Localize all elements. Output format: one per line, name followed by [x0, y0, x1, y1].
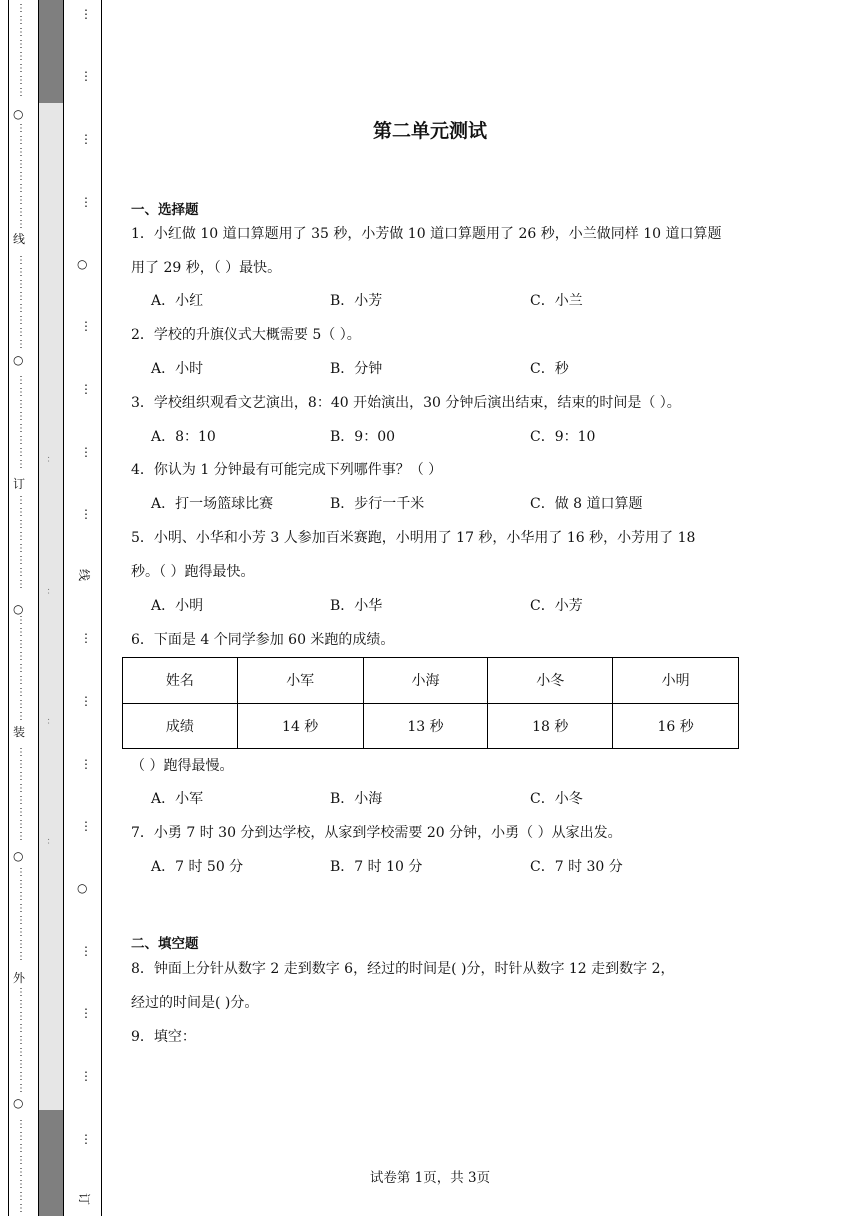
option-b: B．分钟	[330, 361, 383, 377]
binding-dot: ⋮	[16, 699, 26, 710]
binding-dot: ⋮	[16, 279, 26, 290]
option-c: C．9：10	[530, 429, 596, 445]
binding-dot: ⋮	[16, 1155, 26, 1166]
binding-dot: ⋮	[80, 319, 92, 333]
binding-dot: ⋮	[16, 807, 26, 818]
binding-dot: ⋮	[80, 69, 92, 83]
binding-dot: ⋮	[16, 195, 26, 206]
binding-dot: ⋮	[16, 399, 26, 410]
inner-binding-margin	[64, 0, 102, 1216]
option-b: B．步行一千米	[330, 496, 425, 512]
question-9-line-1: 9．填空：	[131, 1029, 196, 1045]
option-b: B．小海	[330, 791, 383, 807]
binding-dot: ⋮	[16, 39, 26, 50]
option-a: A．小明	[151, 598, 204, 614]
binding-dot: ⋮	[16, 267, 26, 278]
binding-dot: ⋮	[16, 795, 26, 806]
binding-circle: ○	[77, 257, 88, 271]
table-header-cell: 小明	[613, 658, 739, 704]
binding-circle: ○	[13, 107, 24, 121]
table-cell: 13 秒	[363, 703, 488, 749]
binding-dot: ⋮	[16, 1083, 26, 1094]
binding-dot: ⋮	[16, 1131, 26, 1142]
binding-circle: ○	[77, 881, 88, 895]
option-c: C．秒	[530, 361, 569, 377]
binding-dot: ⋮	[16, 819, 26, 830]
option-a: A．小红	[151, 293, 204, 309]
binding-label: 订	[77, 1192, 92, 1206]
binding-dot: ⋮	[16, 1191, 26, 1202]
question-5-line-1: 5．小明、小华和小芳 3 人参加百米赛跑，小明用了 17 秒，小华用了 16 秒，小芳用了 18	[131, 530, 696, 546]
binding-dot: ⋮	[80, 757, 92, 771]
question-8-line-1: 8．钟面上分针从数字 2 走到数字 6，经过的时间是( )分，时针从数字 12 走到数字 2，	[131, 961, 675, 977]
binding-dot: ⋮	[80, 1069, 92, 1083]
binding-label: 线	[77, 568, 92, 582]
binding-dot: ⋮	[16, 447, 26, 458]
binding-dot: ⋮	[16, 375, 26, 386]
binding-dot: ⋮	[16, 339, 26, 350]
question-6-after-table: （ ）跑得最慢。	[131, 758, 234, 774]
binding-label: 外	[13, 971, 26, 985]
binding-dot: ⋮	[16, 519, 26, 530]
binding-dot: ⋮	[16, 1167, 26, 1178]
binding-dot: ⋮	[80, 694, 92, 708]
binding-circle: ○	[13, 602, 24, 616]
binding-dot: ⋮	[16, 327, 26, 338]
table-header-cell: 小军	[237, 658, 363, 704]
binding-dot: ⋮	[16, 75, 26, 86]
binding-dot: ⋮	[16, 495, 26, 506]
binding-dot: ⋮	[16, 1035, 26, 1046]
option-b: B．小华	[330, 598, 383, 614]
binding-dot: ⋮	[16, 147, 26, 158]
table-header-cell: 小海	[363, 658, 488, 704]
binding-dot: ⋮	[16, 255, 26, 266]
binding-dot: ⋮	[16, 159, 26, 170]
binding-dot: ⋮	[80, 195, 92, 209]
option-a: A．小军	[151, 791, 204, 807]
binding-dot: ⋮	[16, 627, 26, 638]
binding-dot: ⋮	[16, 555, 26, 566]
binding-dot: ⋮	[16, 987, 26, 998]
question-4-line-1: 4．你认为 1 分钟最有可能完成下列哪件事？（ ）	[131, 462, 443, 478]
binding-dot: ⋮	[80, 819, 92, 833]
binding-dot: ⋮	[80, 1006, 92, 1020]
binding-dot: ⋮	[16, 135, 26, 146]
binding-dot: ⋮	[16, 423, 26, 434]
binding-dot: ⋮	[16, 387, 26, 398]
binding-dot: ⋮	[16, 171, 26, 182]
binding-dot: ⋮	[16, 939, 26, 950]
binding-dot: ⋮	[16, 747, 26, 758]
table-cell: 18 秒	[488, 703, 613, 749]
binding-label: 装	[13, 725, 26, 739]
page-title: 第二单元测试	[372, 120, 487, 142]
binding-dot: ⋮	[16, 759, 26, 770]
table-cell: 成绩	[123, 703, 238, 749]
binding-dot: ⋮	[80, 1132, 92, 1146]
binding-dot: ⋮	[80, 944, 92, 958]
binding-dot: ⋮	[16, 567, 26, 578]
question-7-line-1: 7．小勇 7 时 30 分到达学校，从家到学校需要 20 分钟，小勇（ ）从家出发。	[131, 825, 622, 841]
binding-dot: ⋮	[16, 411, 26, 422]
question-5-line-2: 秒。（ ）跑得最快。	[131, 564, 255, 580]
option-a: A．打一场篮球比赛	[151, 496, 274, 512]
binding-dot: ⋮	[16, 435, 26, 446]
binding-dot: ⋮	[16, 303, 26, 314]
score-table	[122, 657, 739, 749]
binding-dot: ⋮	[16, 1143, 26, 1154]
binding-dot: ⋮	[80, 7, 92, 21]
binding-dot: ⋮	[16, 1059, 26, 1070]
binding-dot: ⋮	[80, 382, 92, 396]
question-6-line-1: 6．下面是 4 个同学参加 60 米跑的成绩。	[131, 632, 395, 648]
binding-dot: ⋮	[16, 687, 26, 698]
table-header-cell: 小冬	[488, 658, 613, 704]
binding-dot: ⋮	[16, 927, 26, 938]
binding-dot: ⋮	[16, 915, 26, 926]
inner-margin-line	[101, 0, 102, 1216]
binding-dot: ⋮	[16, 639, 26, 650]
binding-dot: ⋮	[16, 1011, 26, 1022]
binding-dot: ⋮	[16, 291, 26, 302]
binding-dot: ⋮	[16, 867, 26, 878]
option-c: C．小冬	[530, 791, 583, 807]
binding-dot: ⋮	[16, 1023, 26, 1034]
binding-dot: ⋮	[16, 891, 26, 902]
binding-label: 线	[13, 232, 26, 246]
option-a: A．7 时 50 分	[151, 859, 244, 875]
binding-dot: ⋮	[16, 879, 26, 890]
binding-dot: ⋮	[16, 711, 26, 722]
table-header-cell: 姓名	[123, 658, 238, 704]
binding-dot: ⋮	[16, 27, 26, 38]
binding-dot: ⋮	[16, 951, 26, 962]
binding-dot: ⋮	[16, 507, 26, 518]
binding-dot: ⋮	[16, 531, 26, 542]
binding-dot: ⋮	[16, 3, 26, 14]
binding-dot: ⋮	[16, 1071, 26, 1082]
binding-dot: ⋮	[16, 63, 26, 74]
binding-dot: ⋮	[16, 771, 26, 782]
binding-dot: ⋮	[16, 1179, 26, 1190]
binding-dot: ⋮	[16, 183, 26, 194]
option-b: B．7 时 10 分	[330, 859, 423, 875]
binding-circle: ○	[13, 1096, 24, 1110]
option-b: B．9：00	[330, 429, 396, 445]
strip-dark-top	[39, 0, 63, 103]
binding-dot: ⋮	[16, 615, 26, 626]
question-8-line-2: 经过的时间是( )分。	[131, 995, 259, 1011]
binding-dot: ⋮	[16, 1119, 26, 1130]
binding-dot: ⋮	[80, 507, 92, 521]
binding-circle: ○	[13, 849, 24, 863]
strip-label: ：	[46, 837, 56, 847]
binding-dot: ⋮	[16, 663, 26, 674]
binding-dot: ⋮	[16, 207, 26, 218]
option-a: A．小时	[151, 361, 204, 377]
binding-dot: ⋮	[16, 315, 26, 326]
section-heading-fill: 二、填空题	[131, 936, 199, 952]
binding-dot: ⋮	[16, 219, 26, 230]
binding-dot: ⋮	[16, 1203, 26, 1214]
binding-dot: ⋮	[16, 15, 26, 26]
binding-dot: ⋮	[16, 87, 26, 98]
question-1-line-1: 1．小红做 10 道口算题用了 35 秒，小芳做 10 道口算题用了 26 秒，小兰做同样 10 道口算题	[131, 226, 722, 242]
binding-dot: ⋮	[16, 1047, 26, 1058]
binding-dot: ⋮	[16, 51, 26, 62]
option-a: A．8：10	[151, 429, 216, 445]
strip-dark-bottom	[39, 1110, 63, 1216]
table-cell: 16 秒	[613, 703, 739, 749]
outer-margin-line	[8, 0, 9, 1216]
outer-binding-margin	[0, 0, 38, 1216]
option-c: C．7 时 30 分	[530, 859, 623, 875]
page-footer: 试卷第 1页，共 3页	[369, 1170, 491, 1186]
question-1-line-2: 用了 29 秒，（ ）最快。	[131, 260, 282, 276]
option-c: C．做 8 道口算题	[530, 496, 643, 512]
section-heading-choice: 一、选择题	[131, 202, 199, 218]
strip-label: ：	[46, 717, 56, 727]
table-row	[123, 703, 739, 749]
binding-dot: ⋮	[16, 783, 26, 794]
binding-dot: ⋮	[16, 543, 26, 554]
binding-dot: ⋮	[16, 123, 26, 134]
binding-dot: ⋮	[16, 903, 26, 914]
binding-dot: ⋮	[16, 459, 26, 470]
option-b: B．小芳	[330, 293, 383, 309]
option-c: C．小芳	[530, 598, 583, 614]
question-3-line-1: 3．学校组织观看文艺演出，8：40 开始演出，30 分钟后演出结束，结束的时间是（ ）。	[131, 395, 681, 411]
binding-dot: ⋮	[16, 999, 26, 1010]
binding-dot: ⋮	[16, 831, 26, 842]
table-cell: 14 秒	[237, 703, 363, 749]
binding-dot: ⋮	[16, 579, 26, 590]
question-2-line-1: 2．学校的升旗仪式大概需要 5（ ）。	[131, 327, 361, 343]
binding-dot: ⋮	[80, 445, 92, 459]
binding-strip	[38, 0, 64, 1216]
table-row	[123, 658, 739, 704]
binding-dot: ⋮	[80, 132, 92, 146]
binding-dot: ⋮	[80, 631, 92, 645]
binding-circle: ○	[13, 353, 24, 367]
binding-dot: ⋮	[16, 651, 26, 662]
strip-label: ：	[46, 587, 56, 597]
binding-label: 订	[13, 477, 26, 491]
strip-label: ：	[46, 455, 56, 465]
binding-dot: ⋮	[16, 675, 26, 686]
option-c: C．小兰	[530, 293, 583, 309]
